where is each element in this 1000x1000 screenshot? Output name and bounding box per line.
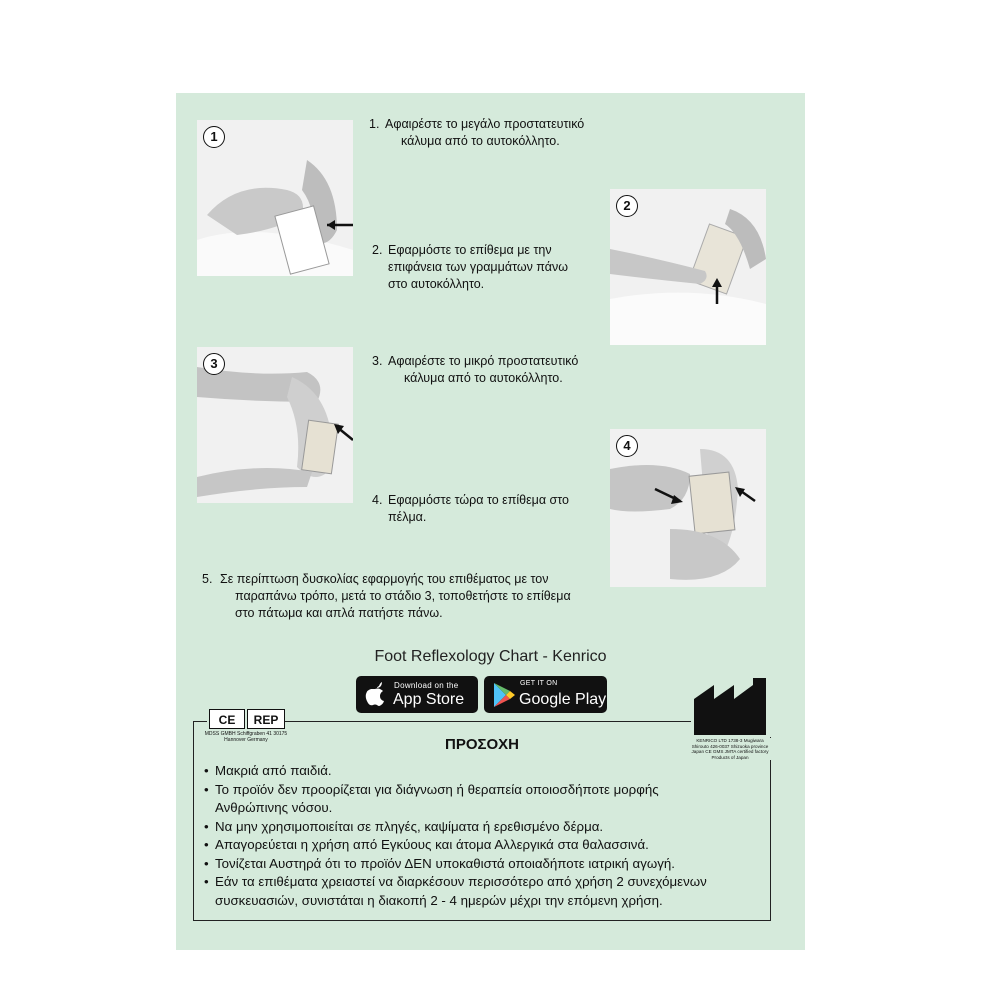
step-4-line-2: πέλμα.: [388, 510, 427, 524]
warning-item: • Τονίζεται Αυστηρά ότι το προϊόν ΔΕΝ υποκαθιστά οποιαδήποτε ιατρική αγωγή.: [204, 855, 770, 874]
step-1-number: 1.: [369, 117, 380, 131]
step-2-photo: [610, 189, 766, 345]
step-1-line-1: Αφαιρέστε το μεγάλο προστατευτικό: [385, 117, 585, 131]
google-play-small-text: GET IT ON: [520, 680, 558, 687]
step-1-number-circle: 1: [203, 126, 225, 148]
app-store-big-text: App Store: [393, 691, 465, 708]
step-5-text: [202, 571, 571, 622]
rep-mark: REP: [247, 709, 285, 729]
ce-rep-address: MDSS GMBH Schiffgraben 41 30175 Hannover Germany: [204, 731, 288, 743]
google-play-badge[interactable]: [484, 676, 607, 713]
step-3-photo: [197, 347, 353, 503]
step-1-line-2: κάλυμα από το αυτοκόλλητο.: [401, 134, 560, 148]
step-3-number-circle: 3: [203, 353, 225, 375]
warning-title: ΠΡΟΣΟΧΗ: [444, 736, 519, 753]
warning-item: • Μακριά από παιδιά.: [204, 762, 770, 781]
ce-mark: CE: [209, 709, 245, 729]
step-5-line-1: Σε περίπτωση δυσκολίας εφαρμογής του επιθέματος με τον: [220, 572, 549, 586]
warning-list: [204, 762, 770, 910]
step-3-line-1: Αφαιρέστε το μικρό προστατευτικό: [388, 354, 579, 368]
manufacturer-symbol: [691, 677, 771, 737]
app-store-badge[interactable]: [356, 676, 478, 713]
apple-icon: [364, 682, 386, 706]
play-icon: [492, 682, 516, 708]
step-3-line-2: κάλυμα από το αυτοκόλλητο.: [404, 371, 563, 385]
step-2-text: [372, 242, 568, 293]
google-play-big-text: Google Play: [519, 691, 607, 708]
app-store-small-text: Download on the: [394, 681, 459, 690]
step-4-text: [372, 492, 569, 526]
step-5-line-3: στο πάτωμα και απλά πατήστε πάνω.: [235, 606, 443, 620]
warning-item: • Να μην χρησιμοποιείται σε πληγές, καψίματα ή ερεθισμένο δέρμα.: [204, 818, 770, 837]
step-5-number: 5.: [202, 572, 213, 586]
step-4-number: 4.: [372, 493, 383, 507]
step-1-text: [369, 116, 585, 150]
step-5-line-2: παραπάνω τρόπο, μετά το στάδιο 3, τοποθετήστε το επίθεμα: [235, 589, 571, 603]
step-2-number-circle: 2: [616, 195, 638, 217]
instruction-sheet: [176, 93, 805, 950]
step-3-number: 3.: [372, 354, 383, 368]
step-2-line-1: Εφαρμόστε το επίθεμα με την: [388, 243, 552, 257]
warning-item: • Το προϊόν δεν προορίζεται για διάγνωση ή θεραπεία οποιοσδήποτε μορφής Ανθρώπινης νόσου.: [204, 781, 770, 818]
warning-item: • Εάν τα επιθέματα χρειαστεί να διαρκέσουν περισσότερο από χρήση 2 συνεχόμενων συσκευασιών, συνιστάται η διακοπή 2 - 4 ημερών μέχρι την επόμενη χρήση.: [204, 873, 770, 910]
manufacturer-address: KENRICO LTD 1738-3 Mugiwara Shirouto 426-0037 Shizuoka province Japan CE GMS JMTA certified factory Products of Japan: [684, 738, 776, 760]
step-2-line-3: στο αυτοκόλλητο.: [388, 277, 485, 291]
step-2-number: 2.: [372, 243, 383, 257]
warning-item: • Απαγορεύεται η χρήση από Εγκύους και άτομα Αλλεργικά στα θαλασσινά.: [204, 836, 770, 855]
step-3-text: [372, 353, 579, 387]
step-1-photo: [197, 120, 353, 276]
factory-icon: [691, 677, 771, 737]
ce-rep-label: [207, 709, 285, 729]
step-4-number-circle: 4: [616, 435, 638, 457]
step-4-line-1: Εφαρμόστε τώρα το επίθεμα στο: [388, 493, 569, 507]
step-2-line-2: επιφάνεια των γραμμάτων πάνω: [388, 260, 568, 274]
brand-line: Foot Reflexology Chart - Kenrico: [374, 648, 607, 665]
step-4-photo: [610, 429, 766, 587]
